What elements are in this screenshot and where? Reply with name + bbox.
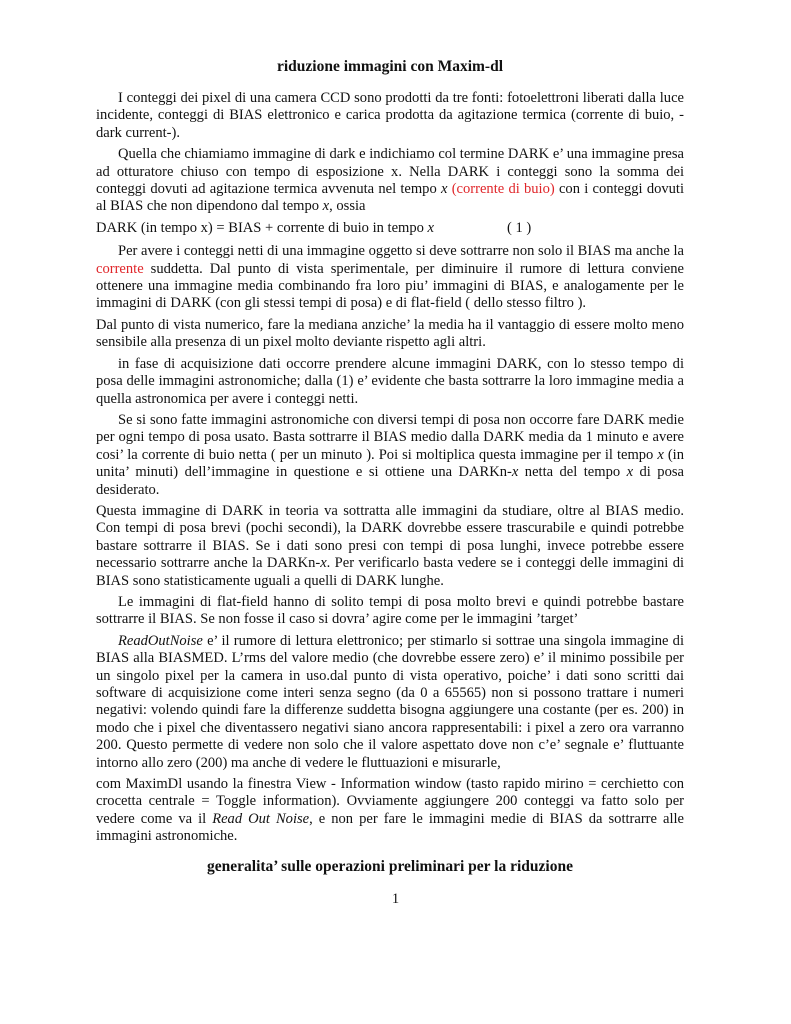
highlight-dark-current: (corrente di buio) bbox=[451, 181, 555, 198]
variable-x: x bbox=[657, 446, 664, 463]
paragraph-dark-definition bbox=[96, 146, 684, 216]
paragraph-dark-subtraction bbox=[96, 503, 684, 590]
text: suddetta. Dal punto di vista sperimentale, per diminuire il rumore di lettura conviene ottenere una immagine media combinando fra loro piu’ immagini di BIAS, e analogamente per le immagini di DARK (con gli stessi tempi di posa) e di flat-field ( dello stesso filtro ). bbox=[96, 260, 684, 312]
text: , ossia bbox=[329, 198, 366, 215]
section-heading: generalita’ sulle operazioni preliminari per la riduzione bbox=[207, 857, 573, 875]
text: . Per verificarlo basta vedere se i conteggi delle immagini di BIAS sono statisticamente uguali a quelli di DARK lunghe. bbox=[96, 555, 685, 589]
paragraph-maximdl bbox=[96, 776, 684, 846]
text: netta del tempo bbox=[518, 464, 627, 481]
text: com MaximDl usando la finestra View - Information window (tasto rapido mirino = cerchietto con crocetta centrale = Toggle information). Ovviamente aggiungere 200 conteggi va fatto solo per vedere come va il bbox=[96, 776, 684, 827]
variable-x: x bbox=[322, 198, 330, 215]
text: e’ il rumore di lettura elettronico; per stimarlo si sottrae una singola immagine di BIAS alla BIASMED. L’rms del valore medio (che dovrebbe essere zero) e’ il minimo possibile per un singolo pixel per la camera in uso.dal punto di vista operativo, poiche’ i dati sono scritti dai software di acquisizione come interi senza segno (da 0 a 65565) non si possono trattare i numeri negativi: volendo quindi fare la differenze suddetta bisogna aggiungere una costante (per es. 200) in modo che i pixel che diventassero negativi siano ancora rappresentabili: i pixel a zero ora varranno 200. Questo permette di vedere non solo che il valore aspettato dove non c’e’ segnale e’ fluttuante intorno allo zero (200) ma anche di vedere le fluttuazioni e misurarle, bbox=[96, 632, 684, 771]
text: DARK (in tempo x) = BIAS + corrente di buio in tempo bbox=[96, 219, 428, 236]
text: (in unita’ minuti) dell’immagine in questione e si ottiene una DARKn- bbox=[96, 446, 684, 481]
document-page bbox=[96, 58, 684, 876]
variable-x: x bbox=[427, 219, 435, 236]
text: , e non per fare le immagini medie di BIAS da sottrarre alle immagini astronomiche. bbox=[96, 810, 684, 845]
paragraph-net-counts bbox=[96, 243, 684, 313]
paragraph-readout-noise bbox=[96, 633, 684, 772]
paragraph-exposure-times bbox=[96, 412, 684, 499]
paragraph-flat-field: Le immagini di flat-field hanno di solito tempi di posa molto brevi e quindi potrebbe bastare sottrarre il BIAS. Se non fosse il caso si dovra’ agire come per le immagini ’target’ bbox=[96, 593, 684, 628]
equation-1 bbox=[96, 220, 684, 237]
text: Per avere i conteggi netti di una immagine oggetto si deve sottrarre non solo il BIAS ma anche la bbox=[118, 243, 684, 260]
highlight-current: corrente bbox=[96, 260, 144, 277]
variable-x: x bbox=[320, 555, 327, 572]
variable-x: x bbox=[511, 464, 519, 481]
term-readoutnoise: ReadOutNoise bbox=[118, 632, 203, 649]
paragraph-median: Dal punto di vista numerico, fare la mediana anziche’ la media ha il vantaggio di essere molto meno sensibile alla presenza di un pixel molto deviante rispetto agli altri. bbox=[96, 316, 684, 351]
term-read-out-noise: Read Out Noise bbox=[212, 810, 310, 827]
variable-x: x bbox=[440, 181, 448, 198]
variable-x: x bbox=[626, 464, 634, 481]
equation-number: ( 1 ) bbox=[507, 219, 532, 236]
paragraph-acquisition: in fase di acquisizione dati occorre prendere alcune immagini DARK, con lo stesso tempo di posa delle immagini astronomiche; dalla (1) e’ evidente che basta sottrarre la loro immagine media a quella astronomica per avere i conteggi netti. bbox=[96, 355, 684, 407]
equation-formula bbox=[96, 220, 507, 237]
paragraph-ccd-sources: I conteggi dei pixel di una camera CCD sono prodotti da tre fonti: fotoelettroni liberati dalla luce incidente, conteggi di BIAS elettronico e carica prodotta da agitazione termica (corrente di buio, -dark current-). bbox=[96, 90, 684, 141]
text: Questa immagine di DARK in teoria va sottratta alle immagini da studiare, oltre al BIAS medio. Con tempi di posa brevi (pochi secondi), la DARK dovrebbe essere trascurabile e quindi potrebbe bastare sottrarre il BIAS. Se i dati sono presi con tempi di posa lunghi, invece potrebbe essere necessario sottrarre anche la DARKn- bbox=[96, 502, 684, 572]
document-title: riduzione immagini con Maxim-dl bbox=[276, 58, 504, 75]
text: Se si sono fatte immagini astronomiche con diversi tempi di posa non occorre fare DARK medie per ogni tempo di posa usato. Basta sottrarre il BIAS medio dalla DARK media da 1 minuto e avere cosi’ la corrente di buio netta ( per un minuto ). Poi si moltiplica questa immagine per il tempo bbox=[96, 411, 684, 463]
text: con i conteggi dovuti al BIAS che non dipendono dal tempo bbox=[96, 181, 685, 215]
page-number: 1 bbox=[391, 891, 400, 907]
text: di posa desiderato. bbox=[96, 464, 684, 498]
text: Quella che chiamiamo immagine di dark e indichiamo col termine DARK e’ una immagine presa ad otturatore chiuso con tempo di esposizione x. Nella DARK i conteggi sono la somma dei conteggi dovuti ad agitazione termica avvenuta nel tempo bbox=[96, 146, 684, 198]
